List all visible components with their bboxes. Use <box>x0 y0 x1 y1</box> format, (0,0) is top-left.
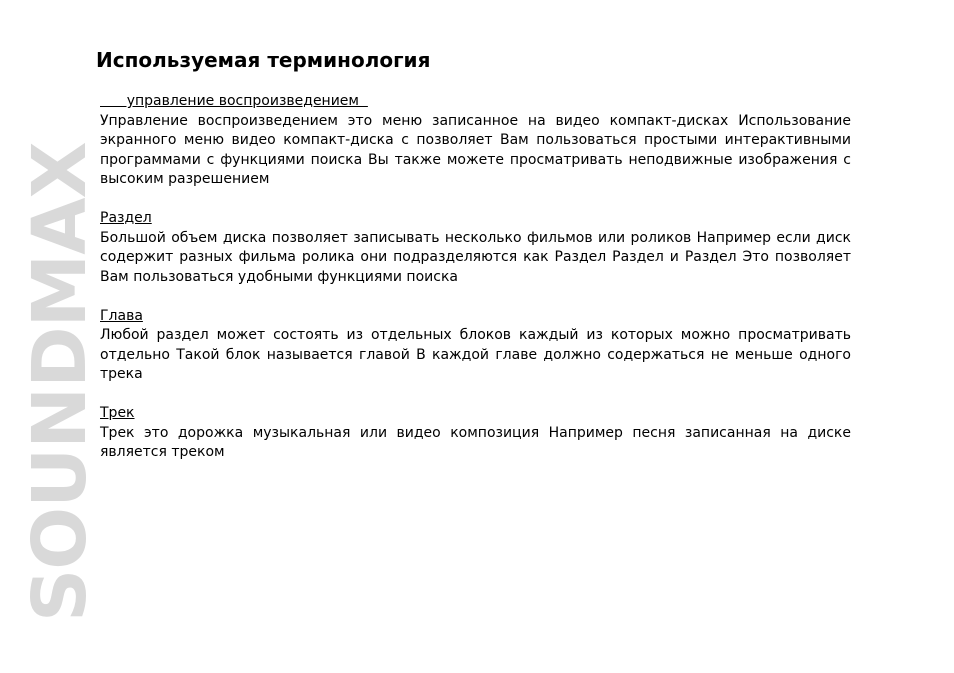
term-section-track <box>100 404 851 463</box>
term-description: Большой объем диска позволяет записывать несколько фильмов или роликов Например если диск содержит разных фильма ролика они подразделяются как Раздел Раздел и Раздел Это позволяет Вам пользоваться удобными функциями поиска <box>100 229 851 285</box>
page-title: Используемая терминология <box>96 48 431 72</box>
term-title: Раздел <box>100 210 152 226</box>
term-section-title <box>100 209 851 287</box>
brand-logo <box>17 45 103 622</box>
term-description: Любой раздел может состоять из отдельных блоков каждый из которых можно просматривать отдельно Такой блок называется главой В каждой главе должно содержаться не меньше одного трека <box>100 327 851 382</box>
term-description: Управление воспроизведением это меню записанное на видео компакт-дисках Использование экранного меню видео компакт-диска с позволяет Вам пользоваться простыми интерактивными программами с функциями поиска Вы также можете просматривать неподвижные изображения с высоким разрешением <box>100 112 851 187</box>
terminology-list <box>100 92 851 482</box>
term-description: Трек это дорожка музыкальная или видео композиция Например песня записанная на диске является треком <box>100 424 851 460</box>
term-title: Трек <box>100 405 135 421</box>
brand-logo-text: SOUNDMAX <box>17 142 103 622</box>
term-section-chapter <box>100 307 851 385</box>
term-title: управление воспроизведением <box>100 93 368 109</box>
term-section-playback-control <box>100 92 851 190</box>
term-title: Глава <box>100 307 143 324</box>
